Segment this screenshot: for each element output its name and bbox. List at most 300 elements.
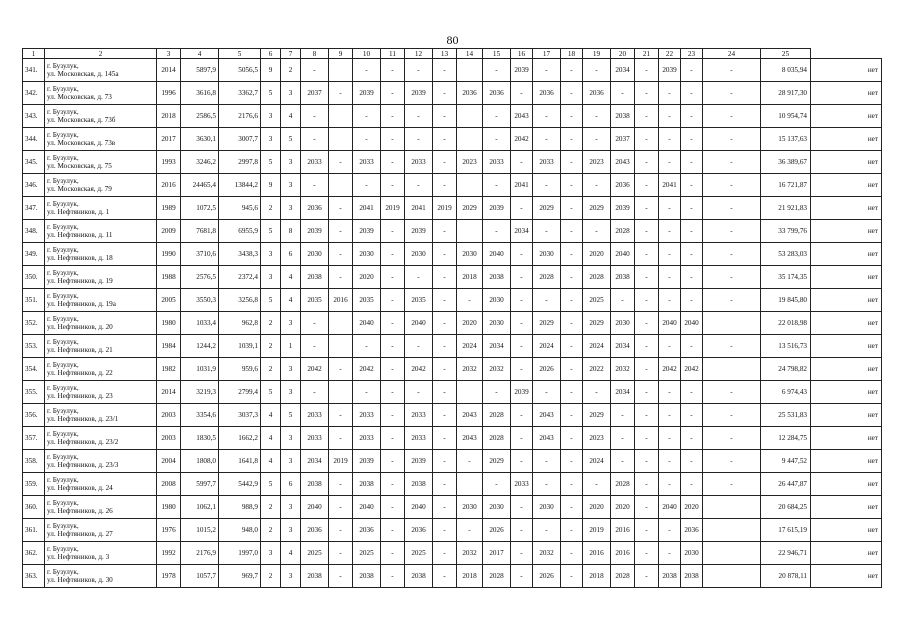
- cell-col-12: 2042: [405, 358, 433, 381]
- cell-col-3: 1980: [157, 312, 181, 335]
- address-street: ул. Нефтяников, д. 23/3: [47, 461, 119, 469]
- cell-col-14: 2024: [457, 335, 483, 358]
- cell-col-8: -: [301, 128, 329, 151]
- address-cell: [45, 128, 157, 151]
- cell-col-21: -: [635, 358, 659, 381]
- cell-col-17: 2028: [533, 266, 561, 289]
- cell-col-14: [457, 174, 483, 197]
- cell-col-23: 2040: [681, 312, 703, 335]
- cell-col-14: 2036: [457, 82, 483, 105]
- cell-col-18: -: [561, 312, 583, 335]
- address-city: г. Бузулук,: [47, 452, 79, 461]
- cell-col-5: 962,8: [219, 312, 261, 335]
- address-street: ул. Московская, д. 73б: [47, 116, 116, 124]
- cell-col-12: 2033: [405, 404, 433, 427]
- cell-col-6: 2: [261, 197, 281, 220]
- cell-col-5: 3256,8: [219, 289, 261, 312]
- cell-col-5: 2997,8: [219, 151, 261, 174]
- cell-col-4: 2176,9: [181, 542, 219, 565]
- table-row: [23, 427, 882, 450]
- cell-col-8: -: [301, 105, 329, 128]
- cell-col-10: 2039: [353, 82, 381, 105]
- address-city: г. Бузулук,: [47, 199, 79, 208]
- cell-col-12: -: [405, 174, 433, 197]
- address-cell: [45, 381, 157, 404]
- cell-col-20: 2028: [611, 565, 635, 588]
- cell-col-21: -: [635, 519, 659, 542]
- cell-col-18: -: [561, 519, 583, 542]
- cell-col-18: -: [561, 220, 583, 243]
- cell-col-11: -: [381, 59, 405, 82]
- cell-col-8: 2037: [301, 82, 329, 105]
- cell-col-21: -: [635, 450, 659, 473]
- cell-col-6: 3: [261, 243, 281, 266]
- cell-col-4: 1031,9: [181, 358, 219, 381]
- cell-col-14: 2020: [457, 312, 483, 335]
- address-cell: [45, 542, 157, 565]
- cell-col-6: 5: [261, 381, 281, 404]
- row-index: 363.: [23, 565, 45, 588]
- cell-col-22: -: [659, 266, 681, 289]
- cell-col-25: 33 799,76: [761, 220, 811, 243]
- cell-col-10: 2020: [353, 266, 381, 289]
- cell-col-13: -: [433, 427, 457, 450]
- cell-col-22: -: [659, 243, 681, 266]
- cell-col-18: -: [561, 128, 583, 151]
- row-index: 351.: [23, 289, 45, 312]
- cell-col-12: 2035: [405, 289, 433, 312]
- table-row: [23, 496, 882, 519]
- cell-col-22: -: [659, 151, 681, 174]
- address-street: ул. Нефтяников, д. 23/2: [47, 438, 119, 446]
- cell-col-8: 2033: [301, 404, 329, 427]
- address-cell: [45, 473, 157, 496]
- cell-col-20: 2039: [611, 197, 635, 220]
- address-city: г. Бузулук,: [47, 222, 79, 231]
- cell-col-18: -: [561, 105, 583, 128]
- cell-col-25: 6 974,43: [761, 381, 811, 404]
- cell-col-21: -: [635, 197, 659, 220]
- cell-col-9: [329, 312, 353, 335]
- cell-col-16: -: [511, 266, 533, 289]
- cell-col-11: -: [381, 151, 405, 174]
- cell-col-17: 2036: [533, 82, 561, 105]
- cell-col-6: 2: [261, 565, 281, 588]
- cell-col-4: 3246,2: [181, 151, 219, 174]
- cell-col-9: -: [329, 427, 353, 450]
- cell-col-21: -: [635, 220, 659, 243]
- cell-col-19: 2023: [583, 427, 611, 450]
- row-index: 358.: [23, 450, 45, 473]
- address-city: г. Бузулук,: [47, 153, 79, 162]
- cell-col-5: 945,6: [219, 197, 261, 220]
- cell-col-26: нет: [811, 82, 882, 105]
- cell-col-7: 1: [281, 335, 301, 358]
- cell-col-23: -: [681, 450, 703, 473]
- cell-col-3: 2003: [157, 427, 181, 450]
- cell-col-15: 2034: [483, 335, 511, 358]
- cell-col-17: 2033: [533, 151, 561, 174]
- cell-col-20: -: [611, 450, 635, 473]
- cell-col-3: 2016: [157, 174, 181, 197]
- address-street: ул. Нефтяников, д. 23: [47, 392, 113, 400]
- table-row: [23, 312, 882, 335]
- address-cell: [45, 266, 157, 289]
- cell-col-25: 15 137,63: [761, 128, 811, 151]
- address-city: г. Бузулук,: [47, 107, 79, 116]
- cell-col-24: [703, 565, 761, 588]
- cell-col-12: -: [405, 105, 433, 128]
- cell-col-6: 4: [261, 427, 281, 450]
- row-index: 361.: [23, 519, 45, 542]
- cell-col-3: 2014: [157, 59, 181, 82]
- cell-col-18: -: [561, 358, 583, 381]
- cell-col-13: -: [433, 312, 457, 335]
- cell-col-4: 3630,1: [181, 128, 219, 151]
- cell-col-15: -: [483, 174, 511, 197]
- cell-col-9: -: [329, 266, 353, 289]
- cell-col-17: 2043: [533, 404, 561, 427]
- cell-col-23: -: [681, 59, 703, 82]
- cell-col-5: 3037,3: [219, 404, 261, 427]
- cell-col-3: 2014: [157, 381, 181, 404]
- cell-col-6: 2: [261, 335, 281, 358]
- cell-col-9: -: [329, 565, 353, 588]
- cell-col-9: [329, 335, 353, 358]
- cell-col-21: -: [635, 381, 659, 404]
- column-header-24: 24: [703, 49, 761, 59]
- column-header-10: 10: [353, 49, 381, 59]
- cell-col-15: 2039: [483, 197, 511, 220]
- cell-col-19: 2020: [583, 496, 611, 519]
- cell-col-10: 2040: [353, 496, 381, 519]
- address-street: ул. Нефтяников, д. 19: [47, 277, 113, 285]
- cell-col-3: 1990: [157, 243, 181, 266]
- cell-col-6: 3: [261, 105, 281, 128]
- page-number: 80: [446, 33, 459, 47]
- row-index: 342.: [23, 82, 45, 105]
- column-header-20: 20: [611, 49, 635, 59]
- cell-col-4: 5997,7: [181, 473, 219, 496]
- cell-col-6: 2: [261, 519, 281, 542]
- cell-col-6: 5: [261, 289, 281, 312]
- cell-col-24: [703, 358, 761, 381]
- cell-col-12: 2039: [405, 82, 433, 105]
- cell-col-11: -: [381, 565, 405, 588]
- cell-col-22: -: [659, 335, 681, 358]
- cell-col-19: 2025: [583, 289, 611, 312]
- cell-col-24: -: [703, 174, 761, 197]
- cell-col-12: 2033: [405, 151, 433, 174]
- cell-col-15: 2030: [483, 312, 511, 335]
- cell-col-25: 28 917,30: [761, 82, 811, 105]
- cell-col-10: 2025: [353, 542, 381, 565]
- cell-col-11: -: [381, 289, 405, 312]
- cell-col-11: 2019: [381, 197, 405, 220]
- cell-col-16: -: [511, 404, 533, 427]
- cell-col-4: 1830,5: [181, 427, 219, 450]
- address-city: г. Бузулук,: [47, 521, 79, 530]
- address-street: ул. Нефтяников, д. 30: [47, 576, 113, 584]
- cell-col-11: -: [381, 542, 405, 565]
- cell-col-11: -: [381, 266, 405, 289]
- cell-col-7: 3: [281, 174, 301, 197]
- cell-col-3: 2018: [157, 105, 181, 128]
- cell-col-7: 3: [281, 312, 301, 335]
- row-index: 356.: [23, 404, 45, 427]
- cell-col-25: 17 615,19: [761, 519, 811, 542]
- cell-col-25: 26 447,87: [761, 473, 811, 496]
- table-row: [23, 220, 882, 243]
- row-index: 347.: [23, 197, 45, 220]
- cell-col-5: 988,9: [219, 496, 261, 519]
- cell-col-15: 2030: [483, 289, 511, 312]
- cell-col-24: -: [703, 427, 761, 450]
- cell-col-8: 2039: [301, 220, 329, 243]
- cell-col-7: 3: [281, 565, 301, 588]
- address-cell: [45, 151, 157, 174]
- cell-col-13: -: [433, 59, 457, 82]
- address-cell: [45, 496, 157, 519]
- cell-col-17: -: [533, 450, 561, 473]
- cell-col-9: 2019: [329, 450, 353, 473]
- cell-col-6: 9: [261, 174, 281, 197]
- cell-col-26: нет: [811, 128, 882, 151]
- cell-col-3: 1984: [157, 335, 181, 358]
- cell-col-3: 2017: [157, 128, 181, 151]
- cell-col-10: 2039: [353, 220, 381, 243]
- column-header-1: 1: [23, 49, 45, 59]
- cell-col-19: 2029: [583, 312, 611, 335]
- row-index: 341.: [23, 59, 45, 82]
- column-header-5: 5: [219, 49, 261, 59]
- cell-col-7: 3: [281, 519, 301, 542]
- cell-col-19: 2023: [583, 151, 611, 174]
- cell-col-15: -: [483, 128, 511, 151]
- cell-col-20: 2038: [611, 266, 635, 289]
- address-cell: [45, 519, 157, 542]
- cell-col-20: -: [611, 404, 635, 427]
- cell-col-21: -: [635, 266, 659, 289]
- cell-col-6: 5: [261, 220, 281, 243]
- cell-col-7: 3: [281, 450, 301, 473]
- cell-col-22: 2040: [659, 312, 681, 335]
- table-row: [23, 243, 882, 266]
- cell-col-13: -: [433, 174, 457, 197]
- column-header-17: 17: [533, 49, 561, 59]
- cell-col-11: -: [381, 473, 405, 496]
- column-header-15: 15: [483, 49, 511, 59]
- column-header-8: 8: [301, 49, 329, 59]
- address-street: ул. Нефтяников, д. 22: [47, 369, 113, 377]
- cell-col-20: 2043: [611, 151, 635, 174]
- cell-col-7: 8: [281, 220, 301, 243]
- cell-col-10: -: [353, 174, 381, 197]
- cell-col-14: 2018: [457, 565, 483, 588]
- cell-col-7: 6: [281, 473, 301, 496]
- address-street: ул. Нефтяников, д. 24: [47, 484, 113, 492]
- column-header-4: 4: [181, 49, 219, 59]
- table-row: [23, 82, 882, 105]
- cell-col-7: 3: [281, 427, 301, 450]
- cell-col-5: 1641,8: [219, 450, 261, 473]
- cell-col-26: нет: [811, 243, 882, 266]
- cell-col-21: -: [635, 128, 659, 151]
- cell-col-6: 2: [261, 312, 281, 335]
- cell-col-15: 2038: [483, 266, 511, 289]
- cell-col-9: -: [329, 542, 353, 565]
- cell-col-13: -: [433, 473, 457, 496]
- cell-col-8: 2033: [301, 151, 329, 174]
- cell-col-21: -: [635, 289, 659, 312]
- row-index: 349.: [23, 243, 45, 266]
- table-row: [23, 289, 882, 312]
- cell-col-23: -: [681, 473, 703, 496]
- row-index: 355.: [23, 381, 45, 404]
- row-index: 345.: [23, 151, 45, 174]
- address-street: ул. Московская, д. 73: [47, 93, 112, 101]
- cell-col-19: 2018: [583, 565, 611, 588]
- cell-col-20: 2030: [611, 312, 635, 335]
- cell-col-26: нет: [811, 151, 882, 174]
- cell-col-15: 2028: [483, 427, 511, 450]
- cell-col-12: 2038: [405, 473, 433, 496]
- cell-col-25: 16 721,87: [761, 174, 811, 197]
- cell-col-3: 1988: [157, 266, 181, 289]
- cell-col-6: 3: [261, 266, 281, 289]
- cell-col-19: -: [583, 473, 611, 496]
- cell-col-20: -: [611, 289, 635, 312]
- cell-col-16: -: [511, 82, 533, 105]
- cell-col-10: 2040: [353, 312, 381, 335]
- cell-col-4: 1062,1: [181, 496, 219, 519]
- column-header-21: 21: [635, 49, 659, 59]
- cell-col-12: -: [405, 266, 433, 289]
- cell-col-25: 20 878,11: [761, 565, 811, 588]
- cell-col-7: 3: [281, 151, 301, 174]
- cell-col-19: -: [583, 174, 611, 197]
- cell-col-7: 3: [281, 358, 301, 381]
- cell-col-19: 2029: [583, 404, 611, 427]
- address-cell: [45, 220, 157, 243]
- cell-col-18: -: [561, 381, 583, 404]
- cell-col-3: 2009: [157, 220, 181, 243]
- cell-col-5: 13844,2: [219, 174, 261, 197]
- cell-col-17: 2043: [533, 427, 561, 450]
- cell-col-6: 4: [261, 450, 281, 473]
- cell-col-9: -: [329, 496, 353, 519]
- cell-col-8: -: [301, 381, 329, 404]
- cell-col-4: 1808,0: [181, 450, 219, 473]
- cell-col-6: 3: [261, 542, 281, 565]
- cell-col-8: 2036: [301, 519, 329, 542]
- cell-col-15: 2028: [483, 565, 511, 588]
- row-index: 350.: [23, 266, 45, 289]
- cell-col-21: -: [635, 151, 659, 174]
- cell-col-18: -: [561, 289, 583, 312]
- address-street: ул. Нефтяников, д. 21: [47, 346, 113, 354]
- column-header-19: 19: [583, 49, 611, 59]
- cell-col-11: -: [381, 427, 405, 450]
- cell-col-4: 24465,4: [181, 174, 219, 197]
- cell-col-3: 1980: [157, 496, 181, 519]
- cell-col-23: -: [681, 174, 703, 197]
- cell-col-11: -: [381, 174, 405, 197]
- cell-col-10: -: [353, 105, 381, 128]
- cell-col-24: -: [703, 473, 761, 496]
- cell-col-14: [457, 59, 483, 82]
- row-index: 346.: [23, 174, 45, 197]
- cell-col-12: 2039: [405, 220, 433, 243]
- cell-col-15: -: [483, 105, 511, 128]
- cell-col-4: 3710,6: [181, 243, 219, 266]
- cell-col-8: -: [301, 59, 329, 82]
- cell-col-24: -: [703, 289, 761, 312]
- cell-col-22: -: [659, 519, 681, 542]
- cell-col-16: -: [511, 542, 533, 565]
- column-header-12: 12: [405, 49, 433, 59]
- cell-col-10: 2038: [353, 565, 381, 588]
- column-header-2: 2: [45, 49, 157, 59]
- column-header-25: 25: [761, 49, 811, 59]
- cell-col-25: 53 283,03: [761, 243, 811, 266]
- row-index: 354.: [23, 358, 45, 381]
- cell-col-25: 20 684,25: [761, 496, 811, 519]
- address-city: г. Бузулук,: [47, 61, 79, 70]
- cell-col-18: -: [561, 496, 583, 519]
- address-city: г. Бузулук,: [47, 84, 79, 93]
- cell-col-24: -: [703, 59, 761, 82]
- address-city: г. Бузулук,: [47, 176, 79, 185]
- cell-col-14: 2032: [457, 358, 483, 381]
- cell-col-4: 1015,2: [181, 519, 219, 542]
- row-index: 360.: [23, 496, 45, 519]
- cell-col-25: 25 531,83: [761, 404, 811, 427]
- cell-col-25: 13 516,73: [761, 335, 811, 358]
- cell-col-22: -: [659, 197, 681, 220]
- cell-col-23: -: [681, 381, 703, 404]
- cell-col-20: 2034: [611, 59, 635, 82]
- address-city: г. Бузулук,: [47, 360, 79, 369]
- cell-col-13: -: [433, 381, 457, 404]
- cell-col-15: 2033: [483, 151, 511, 174]
- cell-col-16: -: [511, 565, 533, 588]
- cell-col-13: -: [433, 519, 457, 542]
- cell-col-10: -: [353, 128, 381, 151]
- address-street: ул. Нефтяников, д. 26: [47, 507, 113, 515]
- cell-col-17: -: [533, 289, 561, 312]
- cell-col-18: -: [561, 427, 583, 450]
- table-row: [23, 151, 882, 174]
- address-street: ул. Московская, д. 145а: [47, 70, 119, 78]
- cell-col-3: 1996: [157, 82, 181, 105]
- address-city: г. Бузулук,: [47, 383, 79, 392]
- table-row: [23, 404, 882, 427]
- cell-col-16: -: [511, 450, 533, 473]
- cell-col-26: нет: [811, 105, 882, 128]
- column-header-13: 13: [433, 49, 457, 59]
- cell-col-24: -: [703, 266, 761, 289]
- cell-col-20: 2036: [611, 174, 635, 197]
- cell-col-4: 7681,8: [181, 220, 219, 243]
- cell-col-5: 1039,1: [219, 335, 261, 358]
- cell-col-13: -: [433, 496, 457, 519]
- row-index: 352.: [23, 312, 45, 335]
- cell-col-15: 2026: [483, 519, 511, 542]
- cell-col-26: нет: [811, 174, 882, 197]
- address-city: г. Бузулук,: [47, 314, 79, 323]
- cell-col-20: -: [611, 82, 635, 105]
